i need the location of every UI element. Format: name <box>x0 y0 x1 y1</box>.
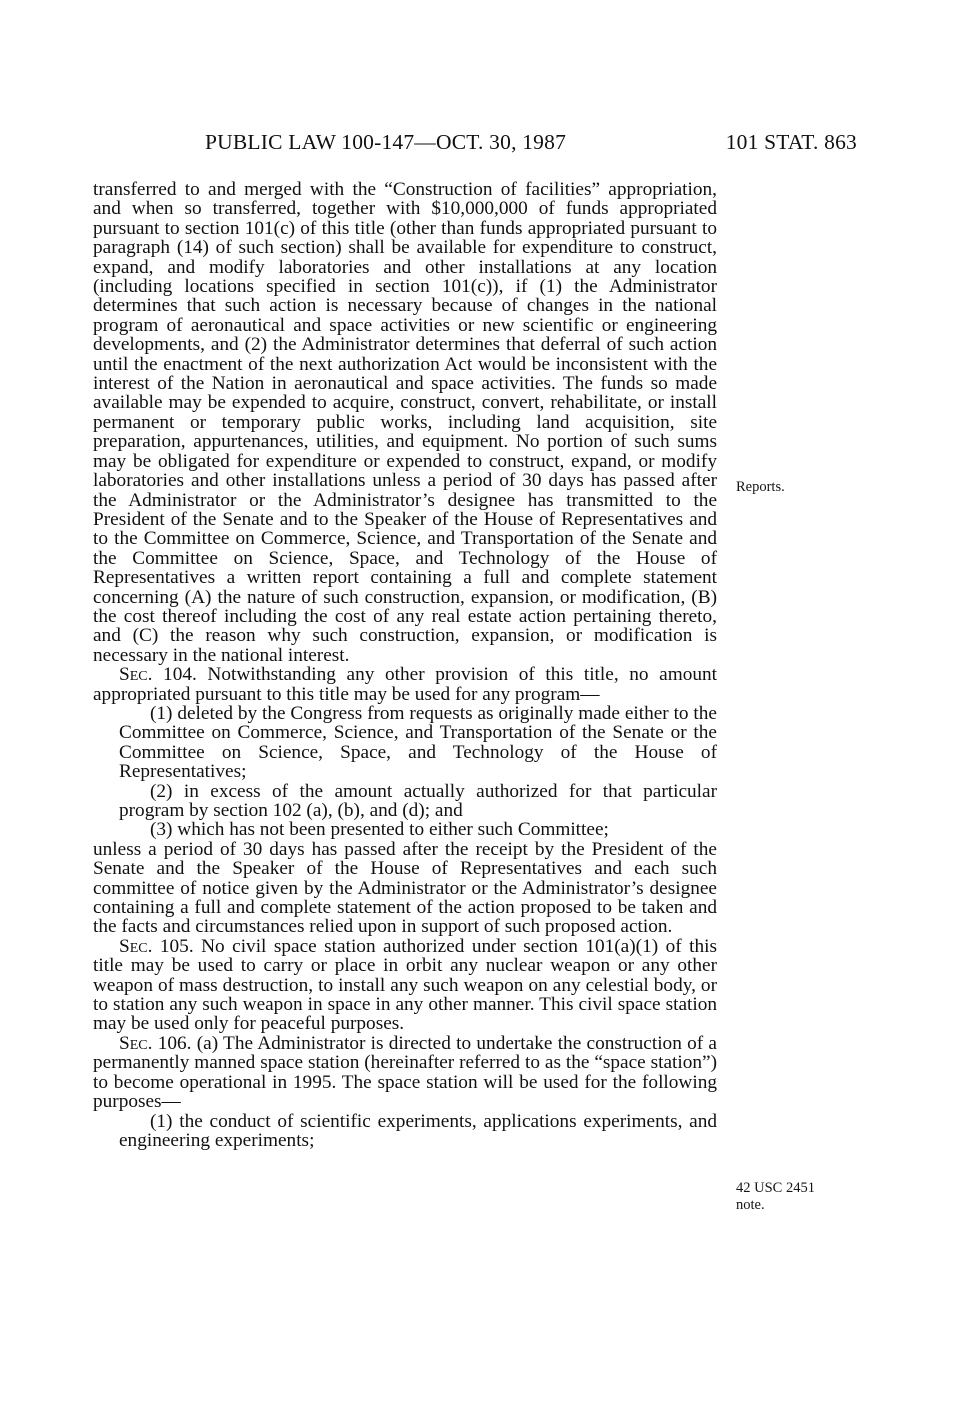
section-105 <box>93 937 717 1034</box>
section-label: Sec. <box>119 1032 153 1054</box>
section-104-item-2: (2) in excess of the amount actually authorized for that particular program by section 102 (a), (b), and (d); and <box>119 780 717 821</box>
section-106-text: 106. (a) The Administrator is directed to undertake the construction of a permanently manned space station (hereinafter referred to as the “space station”) to become operational in 1995. The space station will be used for the following purposes— <box>93 1032 717 1113</box>
margin-note-usc-line-1: 42 USC 2451 <box>736 1180 815 1196</box>
margin-note-usc-line-2: note. <box>736 1197 765 1213</box>
section-104-item-3: (3) which has not been presented to either such Committee; <box>150 819 609 841</box>
law-title: PUBLIC LAW 100-147—OCT. 30, 1987 <box>205 130 567 154</box>
section-105-text: 105. No civil space station authorized under section 101(a)(1) of this title may be used to carry or place in orbit any nuclear weapon or any other weapon of mass destruction, to install any such weapon on any celestial body, or to station any such weapon in space in any other manner. This civil space station may be used only for peaceful purposes. <box>93 935 717 1035</box>
section-104-tail: unless a period of 30 days has passed after the receipt by the President of the Senate and the Speaker of the House of Representatives and each such committee of notice given by the Administrator or the Administrator’s designee containing a full and complete statement of the action proposed to be taken and the facts and circumstances relied upon in support of such proposed action. <box>93 838 717 938</box>
section-label: Sec. <box>119 664 153 686</box>
section-106-item-1: (1) the conduct of scientific experiments, applications experiments, and engineering experiments; <box>119 1110 717 1151</box>
section-label: Sec. <box>119 935 153 957</box>
section-104-text: 104. Notwithstanding any other provision of this title, no amount appropriated pursuant to this title may be used for any program— <box>93 664 717 705</box>
section-104-intro <box>93 665 717 704</box>
body-text <box>93 180 717 1150</box>
margin-note-reports: Reports. <box>736 479 785 495</box>
statute-reference: 101 STAT. 863 <box>725 130 857 154</box>
section-106-intro <box>93 1034 717 1112</box>
page-header <box>205 127 857 157</box>
section-104-item-1 <box>93 704 717 782</box>
section-104-item-1-text: (1) deleted by the Congress from requests as originally made either to the Committee on Commerce, Science, and Transportation of the Senate or the Committee on Science, Space, and Technology of the House of Representatives; <box>119 702 717 783</box>
paragraph-continued: transferred to and merged with the “Construction of facilities” appropriation, and when so transferred, together with $10,000,000 of funds appropriated pursuant to section 101(c) of this title (other than funds appropriated pursuant to paragraph (14) of such section) shall be available for expenditure to construct, expand, and modify laboratories and other installations at any location (including locations specified in section 101(c)), if (1) the Administrator determines that such action is necessary because of changes in the national program of aeronautical and space activities or new scientific or engineering developments, and (2) the Administrator determines that deferral of such action until the enactment of the next authorization Act would be inconsistent with the interest of the Nation in aeronautical and space activities. The funds so made available may be expended to acquire, construct, convert, rehabilitate, or install permanent or temporary public works, including land acquisition, site preparation, appurtenances, utilities, and equipment. No portion of such sums may be obligated for expenditure or expended to construct, expand, or modify laboratories and other installations unless a period of 30 days has passed after the Administrator or the Administrator’s designee has transmitted to the President of the Senate and to the Speaker of the House of Representatives and to the Committee on Commerce, Science, and Transportation of the Senate and the Committee on Science, Space, and Technology of the House of Representatives a written report containing a full and complete statement concerning (A) the nature of such construction, expansion, or modification, (B) the cost thereof including the cost of any real estate action pertaining thereto, and (C) the reason why such construction, expansion, or modification is necessary in the national interest. <box>93 179 717 666</box>
